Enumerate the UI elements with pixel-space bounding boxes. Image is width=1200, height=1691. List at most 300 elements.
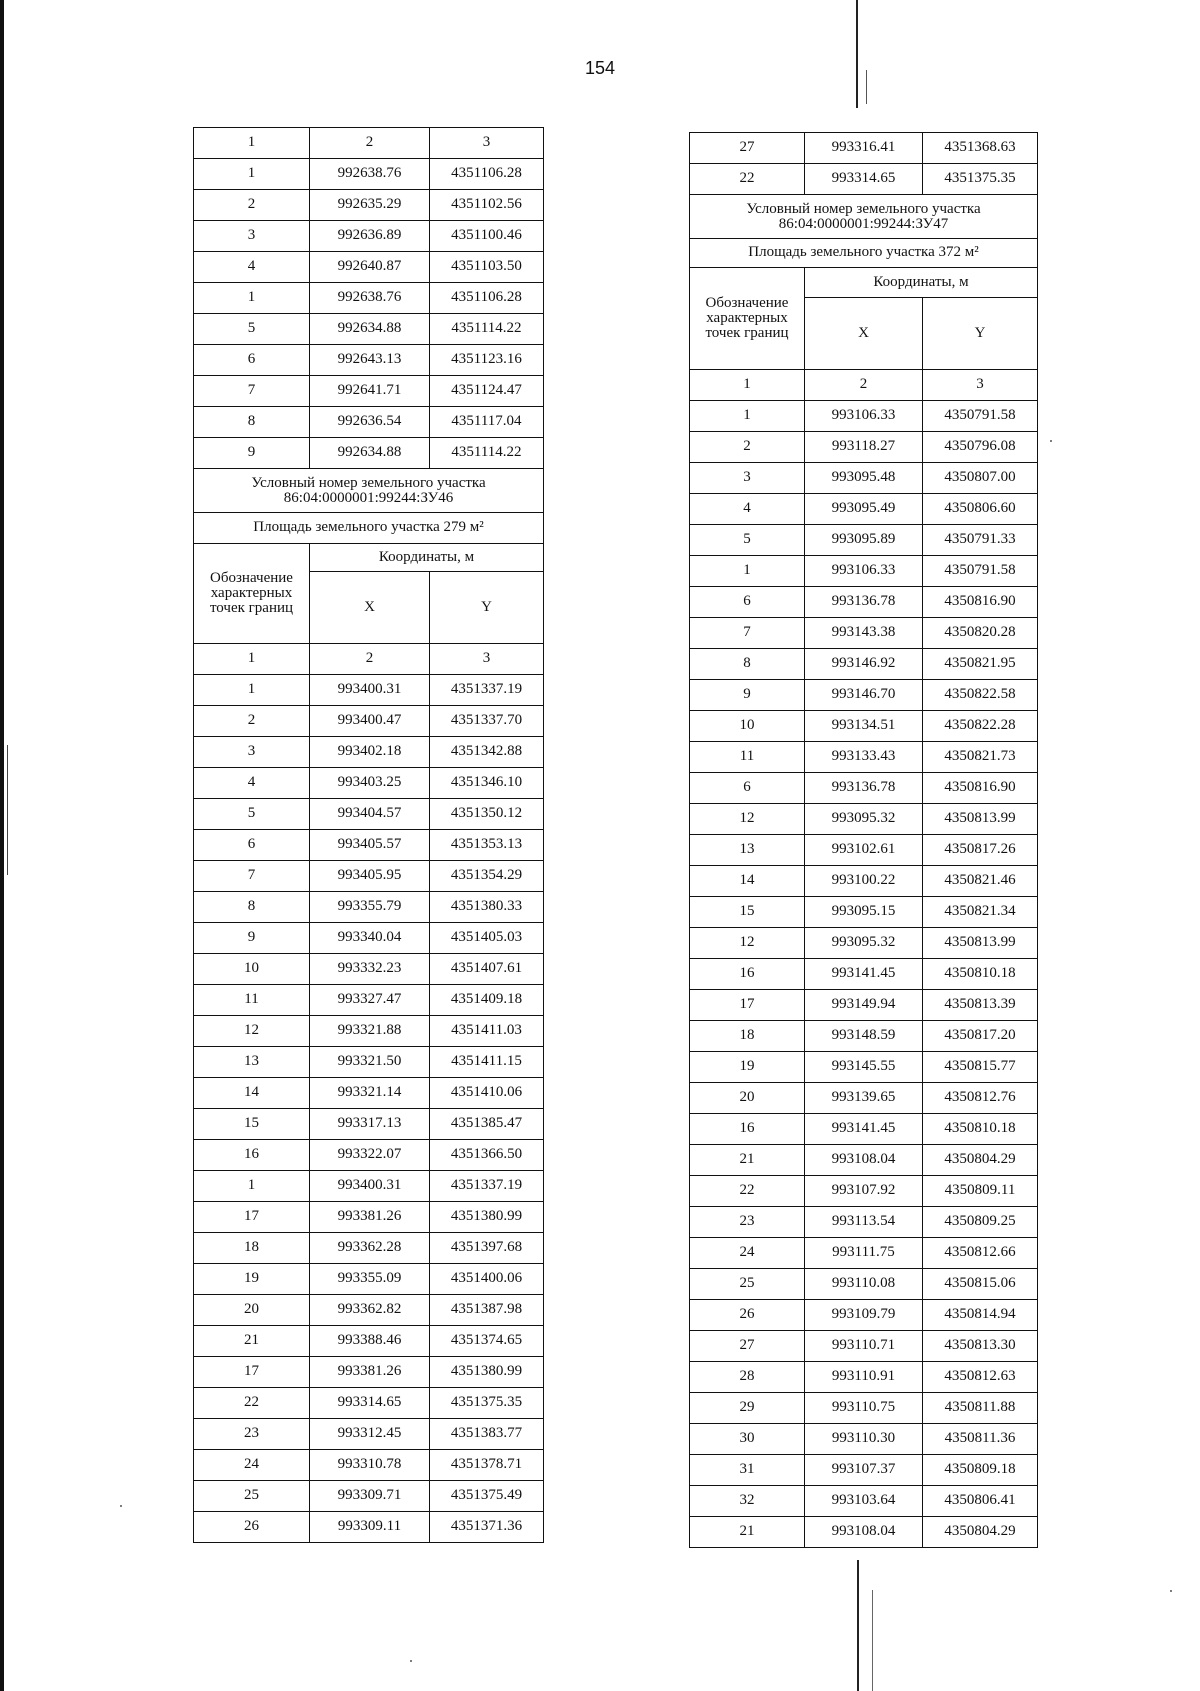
table-row <box>194 345 544 376</box>
table-row <box>690 897 1038 928</box>
table-row <box>690 1021 1038 1052</box>
point-number-cell: 21 <box>194 1326 310 1357</box>
table-row <box>194 314 544 345</box>
x-coordinate-cell: 992638.76 <box>310 283 430 314</box>
table-row <box>194 1264 544 1295</box>
table-row <box>194 737 544 768</box>
x-coordinate-cell: 993106.33 <box>805 401 923 432</box>
x-coordinate-cell: 993095.15 <box>805 897 923 928</box>
point-number-cell: 5 <box>194 314 310 345</box>
point-number-cell: 1 <box>690 401 805 432</box>
table-cell: 3 <box>923 370 1038 401</box>
y-coordinate-cell: 4351405.03 <box>430 923 544 954</box>
point-number-cell: 19 <box>194 1264 310 1295</box>
x-coordinate-cell: 993340.04 <box>310 923 430 954</box>
x-coordinate-cell: 993106.33 <box>805 556 923 587</box>
scan-mark-bottom-2 <box>872 1590 873 1691</box>
y-coordinate-cell: 4350810.18 <box>923 1114 1038 1145</box>
parcel-number-cell <box>194 469 544 513</box>
point-number-cell: 2 <box>690 432 805 463</box>
parcel-number: 86:04:0000001:99244:ЗУ46 <box>283 489 454 506</box>
y-coordinate-cell: 4350796.08 <box>923 432 1038 463</box>
y-coordinate-cell: 4350813.99 <box>923 804 1038 835</box>
x-coordinate-cell: 993309.71 <box>310 1481 430 1512</box>
y-coordinate-cell: 4350806.60 <box>923 494 1038 525</box>
x-coordinate-cell: 992636.89 <box>310 221 430 252</box>
x-coordinate-cell: 993404.57 <box>310 799 430 830</box>
point-number-cell: 1 <box>194 159 310 190</box>
table-row <box>194 1295 544 1326</box>
table-row <box>690 1052 1038 1083</box>
y-coordinate-cell: 4351400.06 <box>430 1264 544 1295</box>
x-coordinate-cell: 993321.50 <box>310 1047 430 1078</box>
x-coordinate-cell: 993405.95 <box>310 861 430 892</box>
point-number-cell: 17 <box>690 990 805 1021</box>
point-number-cell: 10 <box>690 711 805 742</box>
scan-speck <box>1050 440 1052 442</box>
table-row <box>194 1512 544 1543</box>
point-number-cell: 7 <box>690 618 805 649</box>
y-coordinate-cell: 4351346.10 <box>430 768 544 799</box>
scan-mark-top <box>856 0 858 108</box>
y-coordinate-cell: 4350813.99 <box>923 928 1038 959</box>
scan-speck <box>410 1660 412 1662</box>
table-row <box>690 928 1038 959</box>
column-numbers-row <box>194 644 544 675</box>
table-row <box>194 1078 544 1109</box>
scan-speck <box>120 1505 122 1507</box>
table-row <box>194 923 544 954</box>
point-number-cell: 6 <box>690 587 805 618</box>
y-coordinate-cell: 4350811.88 <box>923 1393 1038 1424</box>
x-coordinate-cell: 993108.04 <box>805 1517 923 1548</box>
table-cell: 1 <box>194 128 310 159</box>
point-number-cell: 17 <box>194 1202 310 1233</box>
table-row <box>690 463 1038 494</box>
point-number-cell: 23 <box>194 1419 310 1450</box>
x-coordinate-cell: 993107.92 <box>805 1176 923 1207</box>
x-coordinate-cell: 993314.65 <box>310 1388 430 1419</box>
table-row <box>690 711 1038 742</box>
point-number-cell: 9 <box>194 923 310 954</box>
table-row <box>690 1238 1038 1269</box>
x-coordinate-cell: 993400.31 <box>310 675 430 706</box>
table-row <box>690 1424 1038 1455</box>
x-coordinate-cell: 993143.38 <box>805 618 923 649</box>
y-coordinate-cell: 4350791.58 <box>923 556 1038 587</box>
point-number-cell: 1 <box>690 556 805 587</box>
table-row <box>690 804 1038 835</box>
x-header: X <box>310 572 430 644</box>
column-header-row <box>194 544 544 572</box>
table-row <box>690 1176 1038 1207</box>
point-number-cell: 21 <box>690 1145 805 1176</box>
y-coordinate-cell: 4350817.26 <box>923 835 1038 866</box>
point-number-cell: 2 <box>194 706 310 737</box>
point-number-cell: 27 <box>690 133 805 164</box>
point-number-cell: 5 <box>690 525 805 556</box>
table-row <box>194 190 544 221</box>
y-coordinate-cell: 4351337.19 <box>430 1171 544 1202</box>
point-number-cell: 6 <box>690 773 805 804</box>
table-row <box>690 773 1038 804</box>
x-coordinate-cell: 993141.45 <box>805 959 923 990</box>
x-coordinate-cell: 993148.59 <box>805 1021 923 1052</box>
parcel-title: Условный номер земельного участка <box>251 474 486 491</box>
point-number-cell: 12 <box>690 804 805 835</box>
table-row <box>690 649 1038 680</box>
column-header-row <box>690 268 1038 298</box>
table-row <box>690 1331 1038 1362</box>
table-row <box>690 133 1038 164</box>
y-coordinate-cell: 4350804.29 <box>923 1517 1038 1548</box>
table-row <box>194 1419 544 1450</box>
y-coordinate-cell: 4350814.94 <box>923 1300 1038 1331</box>
x-coordinate-cell: 993316.41 <box>805 133 923 164</box>
table-row <box>690 618 1038 649</box>
x-coordinate-cell: 993362.28 <box>310 1233 430 1264</box>
table-row <box>690 587 1038 618</box>
table-cell: 3 <box>430 644 544 675</box>
y-coordinate-cell: 4350804.29 <box>923 1145 1038 1176</box>
x-coordinate-cell: 992636.54 <box>310 407 430 438</box>
y-coordinate-cell: 4351368.63 <box>923 133 1038 164</box>
point-number-cell: 21 <box>690 1517 805 1548</box>
table-row <box>194 1202 544 1233</box>
table-row <box>690 1114 1038 1145</box>
table-row <box>690 1145 1038 1176</box>
point-number-cell: 25 <box>690 1269 805 1300</box>
coordinates-header: Координаты, м <box>310 544 544 572</box>
table-row <box>194 1171 544 1202</box>
parcel-area-row <box>194 513 544 544</box>
y-coordinate-cell: 4351123.16 <box>430 345 544 376</box>
y-coordinate-cell: 4351387.98 <box>430 1295 544 1326</box>
x-coordinate-cell: 993110.91 <box>805 1362 923 1393</box>
point-number-cell: 6 <box>194 830 310 861</box>
table-row <box>690 494 1038 525</box>
designation-header: Обозначение характерных точек границ <box>194 544 310 644</box>
x-coordinate-cell: 993133.43 <box>805 742 923 773</box>
x-coordinate-cell: 993095.32 <box>805 804 923 835</box>
x-coordinate-cell: 993100.22 <box>805 866 923 897</box>
y-coordinate-cell: 4350821.95 <box>923 649 1038 680</box>
y-coordinate-cell: 4350812.76 <box>923 1083 1038 1114</box>
table-row <box>194 376 544 407</box>
parcel-number-row <box>690 195 1038 239</box>
point-number-cell: 3 <box>194 221 310 252</box>
point-number-cell: 18 <box>194 1233 310 1264</box>
point-number-cell: 4 <box>690 494 805 525</box>
coordinates-table-right <box>689 132 1038 1548</box>
y-coordinate-cell: 4351106.28 <box>430 283 544 314</box>
x-coordinate-cell: 993107.37 <box>805 1455 923 1486</box>
table-row <box>690 164 1038 195</box>
point-number-cell: 7 <box>194 861 310 892</box>
x-coordinate-cell: 992638.76 <box>310 159 430 190</box>
x-coordinate-cell: 993309.11 <box>310 1512 430 1543</box>
x-coordinate-cell: 993110.30 <box>805 1424 923 1455</box>
x-coordinate-cell: 992635.29 <box>310 190 430 221</box>
y-coordinate-cell: 4351117.04 <box>430 407 544 438</box>
point-number-cell: 10 <box>194 954 310 985</box>
x-coordinate-cell: 992643.13 <box>310 345 430 376</box>
x-coordinate-cell: 993402.18 <box>310 737 430 768</box>
point-number-cell: 24 <box>194 1450 310 1481</box>
table-row <box>194 892 544 923</box>
table-row <box>690 1517 1038 1548</box>
point-number-cell: 1 <box>194 283 310 314</box>
y-coordinate-cell: 4350807.00 <box>923 463 1038 494</box>
x-header: X <box>805 298 923 370</box>
x-coordinate-cell: 993146.92 <box>805 649 923 680</box>
x-coordinate-cell: 992641.71 <box>310 376 430 407</box>
table-row <box>690 1455 1038 1486</box>
table-cell: 3 <box>430 128 544 159</box>
coordinates-table-left <box>193 127 544 1543</box>
x-coordinate-cell: 992640.87 <box>310 252 430 283</box>
y-coordinate-cell: 4351380.33 <box>430 892 544 923</box>
column-numbers-row <box>690 370 1038 401</box>
point-number-cell: 24 <box>690 1238 805 1269</box>
x-coordinate-cell: 993317.13 <box>310 1109 430 1140</box>
point-number-cell: 3 <box>194 737 310 768</box>
table-row <box>194 1326 544 1357</box>
x-coordinate-cell: 992634.88 <box>310 438 430 469</box>
table-row <box>690 556 1038 587</box>
point-number-cell: 14 <box>194 1078 310 1109</box>
x-coordinate-cell: 993095.48 <box>805 463 923 494</box>
y-coordinate-cell: 4350822.58 <box>923 680 1038 711</box>
table-row <box>690 525 1038 556</box>
x-coordinate-cell: 993103.64 <box>805 1486 923 1517</box>
parcel-number: 86:04:0000001:99244:ЗУ47 <box>778 215 949 232</box>
page-number: 154 <box>584 58 616 78</box>
y-coordinate-cell: 4350817.20 <box>923 1021 1038 1052</box>
y-coordinate-cell: 4350812.63 <box>923 1362 1038 1393</box>
table-row <box>690 1393 1038 1424</box>
y-coordinate-cell: 4350809.25 <box>923 1207 1038 1238</box>
scan-mark-bottom <box>857 1560 859 1691</box>
table-row <box>194 1388 544 1419</box>
designation-header: Обозначение характерных точек границ <box>690 268 805 370</box>
y-coordinate-cell: 4350791.33 <box>923 525 1038 556</box>
y-coordinate-cell: 4351354.29 <box>430 861 544 892</box>
x-coordinate-cell: 993362.82 <box>310 1295 430 1326</box>
table-row <box>690 1207 1038 1238</box>
table-cell: 2 <box>310 128 430 159</box>
x-coordinate-cell: 993381.26 <box>310 1357 430 1388</box>
y-coordinate-cell: 4350811.36 <box>923 1424 1038 1455</box>
y-coordinate-cell: 4350816.90 <box>923 587 1038 618</box>
y-coordinate-cell: 4350810.18 <box>923 959 1038 990</box>
point-number-cell: 26 <box>690 1300 805 1331</box>
point-number-cell: 1 <box>194 1171 310 1202</box>
y-coordinate-cell: 4351124.47 <box>430 376 544 407</box>
y-coordinate-cell: 4351375.35 <box>430 1388 544 1419</box>
y-coordinate-cell: 4351337.19 <box>430 675 544 706</box>
point-number-cell: 2 <box>194 190 310 221</box>
y-coordinate-cell: 4351371.36 <box>430 1512 544 1543</box>
parcel-area: Площадь земельного участка 279 м² <box>194 513 544 544</box>
y-coordinate-cell: 4351411.15 <box>430 1047 544 1078</box>
point-number-cell: 16 <box>690 959 805 990</box>
table-row <box>690 1269 1038 1300</box>
x-coordinate-cell: 993355.09 <box>310 1264 430 1295</box>
y-coordinate-cell: 4351375.49 <box>430 1481 544 1512</box>
table-cell: 1 <box>690 370 805 401</box>
y-coordinate-cell: 4351337.70 <box>430 706 544 737</box>
table-row <box>194 954 544 985</box>
table-row <box>194 1357 544 1388</box>
scan-speck <box>1170 1590 1172 1592</box>
table-row <box>690 835 1038 866</box>
point-number-cell: 9 <box>194 438 310 469</box>
point-number-cell: 19 <box>690 1052 805 1083</box>
y-coordinate-cell: 4351106.28 <box>430 159 544 190</box>
point-number-cell: 8 <box>194 892 310 923</box>
point-number-cell: 25 <box>194 1481 310 1512</box>
y-coordinate-cell: 4350791.58 <box>923 401 1038 432</box>
point-number-cell: 4 <box>194 768 310 799</box>
x-coordinate-cell: 993145.55 <box>805 1052 923 1083</box>
y-coordinate-cell: 4351380.99 <box>430 1357 544 1388</box>
table-row <box>690 1300 1038 1331</box>
point-number-cell: 9 <box>690 680 805 711</box>
point-number-cell: 7 <box>194 376 310 407</box>
point-number-cell: 31 <box>690 1455 805 1486</box>
table-row <box>194 1450 544 1481</box>
y-coordinate-cell: 4350821.46 <box>923 866 1038 897</box>
x-coordinate-cell: 993310.78 <box>310 1450 430 1481</box>
x-coordinate-cell: 993405.57 <box>310 830 430 861</box>
x-coordinate-cell: 993139.65 <box>805 1083 923 1114</box>
point-number-cell: 4 <box>194 252 310 283</box>
y-header: Y <box>430 572 544 644</box>
y-coordinate-cell: 4350809.11 <box>923 1176 1038 1207</box>
table-row <box>194 221 544 252</box>
x-coordinate-cell: 993111.75 <box>805 1238 923 1269</box>
point-number-cell: 32 <box>690 1486 805 1517</box>
point-number-cell: 28 <box>690 1362 805 1393</box>
parcel-title: Условный номер земельного участка <box>746 200 981 217</box>
table-row <box>690 1083 1038 1114</box>
x-coordinate-cell: 993108.04 <box>805 1145 923 1176</box>
y-coordinate-cell: 4350809.18 <box>923 1455 1038 1486</box>
y-coordinate-cell: 4351407.61 <box>430 954 544 985</box>
x-coordinate-cell: 993355.79 <box>310 892 430 923</box>
x-coordinate-cell: 993118.27 <box>805 432 923 463</box>
x-coordinate-cell: 992634.88 <box>310 314 430 345</box>
scan-edge-left <box>0 0 4 1691</box>
x-coordinate-cell: 993400.31 <box>310 1171 430 1202</box>
x-coordinate-cell: 993110.75 <box>805 1393 923 1424</box>
x-coordinate-cell: 993095.49 <box>805 494 923 525</box>
y-coordinate-cell: 4351102.56 <box>430 190 544 221</box>
point-number-cell: 6 <box>194 345 310 376</box>
y-coordinate-cell: 4350812.66 <box>923 1238 1038 1269</box>
point-number-cell: 11 <box>690 742 805 773</box>
point-number-cell: 13 <box>690 835 805 866</box>
table-row <box>194 1481 544 1512</box>
point-number-cell: 29 <box>690 1393 805 1424</box>
x-coordinate-cell: 993322.07 <box>310 1140 430 1171</box>
point-number-cell: 12 <box>194 1016 310 1047</box>
x-coordinate-cell: 993136.78 <box>805 773 923 804</box>
y-coordinate-cell: 4350822.28 <box>923 711 1038 742</box>
x-coordinate-cell: 993110.71 <box>805 1331 923 1362</box>
x-coordinate-cell: 993312.45 <box>310 1419 430 1450</box>
point-number-cell: 1 <box>194 675 310 706</box>
point-number-cell: 11 <box>194 985 310 1016</box>
y-coordinate-cell: 4351409.18 <box>430 985 544 1016</box>
x-coordinate-cell: 993146.70 <box>805 680 923 711</box>
y-coordinate-cell: 4351411.03 <box>430 1016 544 1047</box>
x-coordinate-cell: 993321.14 <box>310 1078 430 1109</box>
point-number-cell: 22 <box>690 164 805 195</box>
point-number-cell: 5 <box>194 799 310 830</box>
table-row <box>690 1362 1038 1393</box>
x-coordinate-cell: 993113.54 <box>805 1207 923 1238</box>
table-row <box>194 675 544 706</box>
table-row <box>194 799 544 830</box>
point-number-cell: 23 <box>690 1207 805 1238</box>
table-row <box>194 159 544 190</box>
y-coordinate-cell: 4351114.22 <box>430 314 544 345</box>
x-coordinate-cell: 993136.78 <box>805 587 923 618</box>
table-row <box>194 1047 544 1078</box>
y-header: Y <box>923 298 1038 370</box>
x-coordinate-cell: 993388.46 <box>310 1326 430 1357</box>
y-coordinate-cell: 4351375.35 <box>923 164 1038 195</box>
point-number-cell: 8 <box>690 649 805 680</box>
x-coordinate-cell: 993314.65 <box>805 164 923 195</box>
y-coordinate-cell: 4351410.06 <box>430 1078 544 1109</box>
point-number-cell: 27 <box>690 1331 805 1362</box>
table-row <box>194 252 544 283</box>
table-row <box>194 768 544 799</box>
parcel-number-row <box>194 469 544 513</box>
x-coordinate-cell: 993095.89 <box>805 525 923 556</box>
point-number-cell: 18 <box>690 1021 805 1052</box>
x-coordinate-cell: 993332.23 <box>310 954 430 985</box>
table-row <box>194 438 544 469</box>
x-coordinate-cell: 993109.79 <box>805 1300 923 1331</box>
point-number-cell: 14 <box>690 866 805 897</box>
x-coordinate-cell: 993149.94 <box>805 990 923 1021</box>
point-number-cell: 8 <box>194 407 310 438</box>
y-coordinate-cell: 4351397.68 <box>430 1233 544 1264</box>
coordinates-header: Координаты, м <box>805 268 1038 298</box>
table-row <box>194 1016 544 1047</box>
y-coordinate-cell: 4351103.50 <box>430 252 544 283</box>
table-row <box>690 866 1038 897</box>
y-coordinate-cell: 4351100.46 <box>430 221 544 252</box>
y-coordinate-cell: 4351342.88 <box>430 737 544 768</box>
x-coordinate-cell: 993102.61 <box>805 835 923 866</box>
y-coordinate-cell: 4351114.22 <box>430 438 544 469</box>
y-coordinate-cell: 4351366.50 <box>430 1140 544 1171</box>
table-cell: 2 <box>805 370 923 401</box>
y-coordinate-cell: 4350816.90 <box>923 773 1038 804</box>
scan-mark-left-side <box>7 745 8 875</box>
point-number-cell: 22 <box>194 1388 310 1419</box>
point-number-cell: 20 <box>690 1083 805 1114</box>
parcel-number-cell <box>690 195 1038 239</box>
point-number-cell: 22 <box>690 1176 805 1207</box>
point-number-cell: 3 <box>690 463 805 494</box>
parcel-area-row <box>690 239 1038 268</box>
